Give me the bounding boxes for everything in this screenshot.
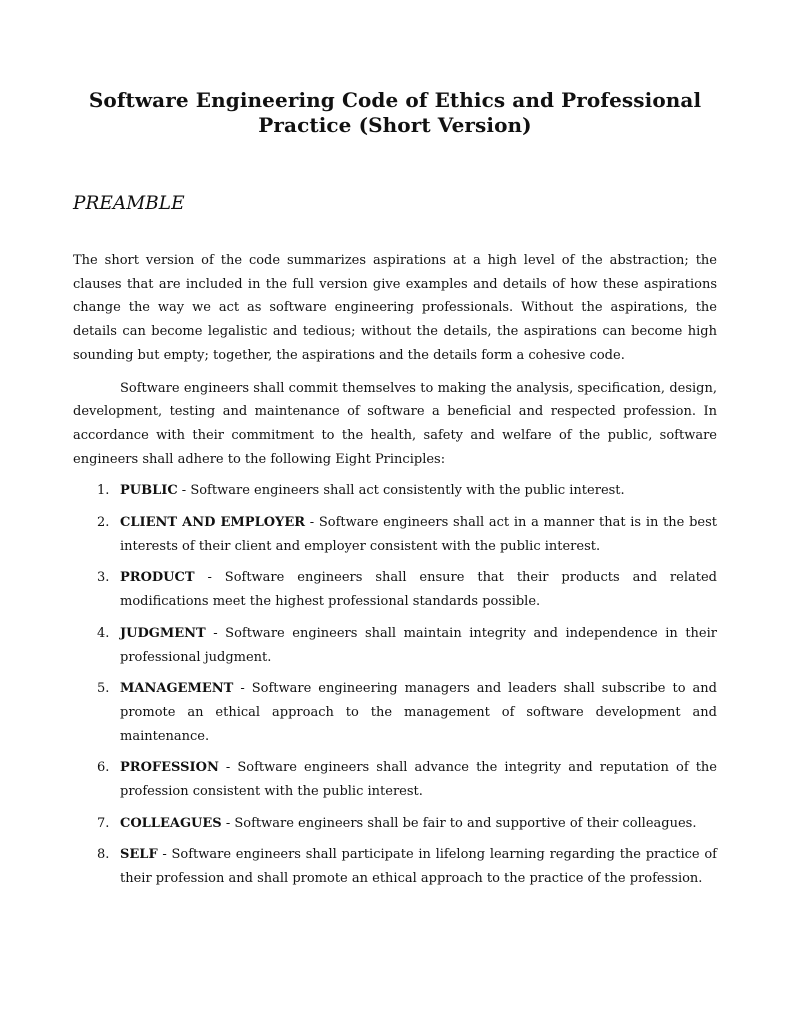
document-page [73,88,717,899]
principle-name: SELF [120,847,158,863]
list-item [73,566,717,613]
principle-number: 5. [97,681,110,697]
principle-name: PUBLIC [120,483,178,499]
list-item [73,622,717,669]
principle-name: CLIENT AND EMPLOYER [120,515,306,531]
principle-number: 1. [97,483,110,499]
principle-number: 8. [97,847,110,863]
principle-name: PRODUCT [120,570,195,586]
principle-text: - Software engineers shall act in a manner that is in the best interests of their client and employer consistent with the public interest. [120,515,717,554]
principle-name: MANAGEMENT [120,681,234,697]
principle-text: - Software engineers shall advance the integrity and reputation of the profession consistent with the public interest. [120,760,717,800]
section-heading-preamble: PREAMBLE [73,193,185,214]
list-item [73,511,717,558]
principle-text: - Software engineers shall maintain integrity and independence in their professional judgment. [120,625,717,665]
principle-name: COLLEAGUES [120,815,222,831]
principle-text: - Software engineers shall ensure that their products and related modifications meet the highest professional standards possible. [120,570,717,610]
title-line-1: Software Engineering Code of Ethics and Professional [88,88,702,112]
principle-name: PROFESSION [120,760,219,776]
principle-name: JUDGMENT [120,625,206,641]
principle-text: - Software engineers shall act consistently with the public interest. [177,483,625,499]
principle-text: - Software engineers shall be fair to and supportive of their colleagues. [221,815,697,831]
preamble-paragraph-2: Software engineers shall commit themselves to making the analysis, specification, design, development, testing and maintenance of software a beneficial and respected profession. In accordance with their commitment to the health, safety and welfare of the public, software engineers shall adhere to the following Eight Principles: [73,380,717,467]
list-item [73,479,717,503]
principle-text: - Software engineering managers and leaders shall subscribe to and promote an ethical approach to the management of software development and maintenance. [120,681,717,744]
principle-number: 7. [97,815,110,831]
list-item [73,812,717,836]
principle-number: 2. [97,515,110,531]
principles-list [73,479,717,891]
list-item [73,756,717,803]
principle-text: - Software engineers shall participate in lifelong learning regarding the practice of their profession and shall promote an ethical approach to the practice of the profession. [120,847,717,887]
title-line-2: Practice (Short Version) [258,113,532,137]
principle-number: 6. [97,760,110,776]
list-item [73,843,717,890]
preamble-paragraph-1: The short version of the code summarizes aspirations at a high level of the abstraction; the clauses that are included in the full version give examples and details of how these aspirations change the way we act as software engineering professionals. Without the aspirations, the details can become legalistic and tedious; without the details, the aspirations can become high sounding but empty; together, the aspirations and the details form a cohesive code. [73,253,717,363]
principle-number: 4. [97,625,110,641]
document-title [73,88,717,138]
principle-number: 3. [97,570,110,586]
list-item [73,677,717,748]
